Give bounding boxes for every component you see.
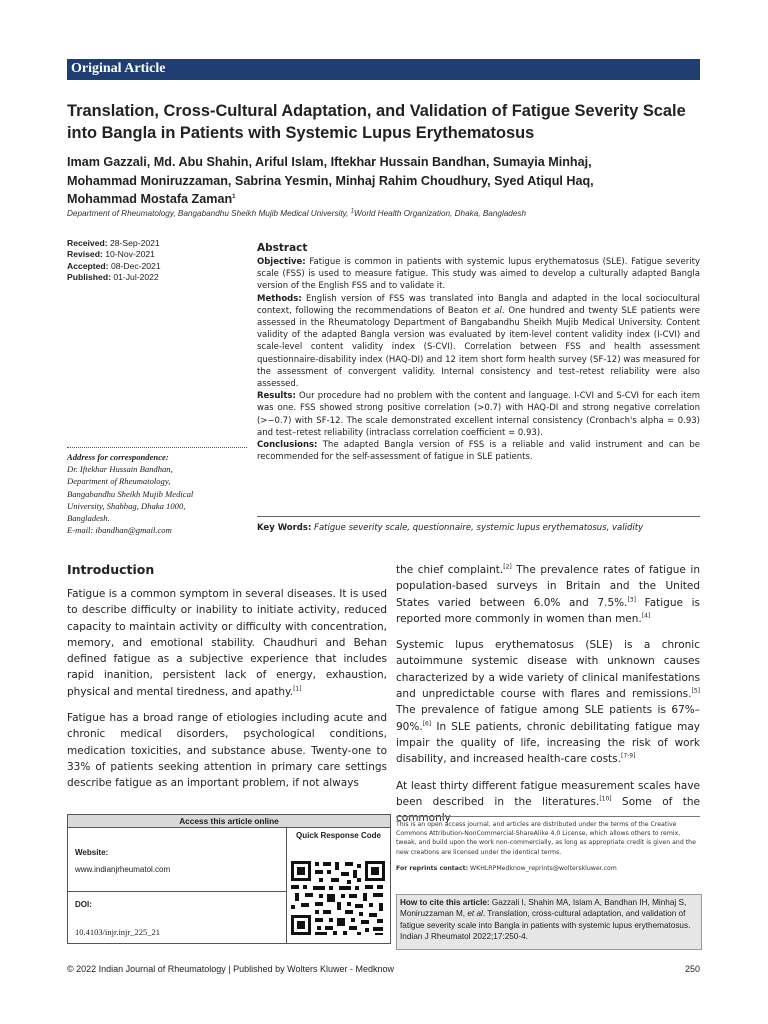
citation-label: How to cite this article: xyxy=(400,898,490,907)
citation-ref[interactable]: [4] xyxy=(641,612,651,620)
reprints-label: For reprints contact: xyxy=(396,864,469,872)
footer-copyright: © 2022 Indian Journal of Rheumatology | Published by Wolters Kluwer - Medknow xyxy=(67,964,394,974)
date-row xyxy=(67,261,257,272)
abstract-heading: Abstract xyxy=(257,242,308,254)
abstract-text: Our procedure had no problem with the content and language. I-CVI and S-CVI for each item was one. FSS showed strong positive correlation (>0.7) with HAQ-DI and strong negative correlation (>−0.7) with SF-12. The scale demonstrated excellent internal consistency (Cronbach's alpha = 0.93) and test–retest reliability (intraclass correlation coefficient = 0.93). xyxy=(257,391,700,438)
author-line xyxy=(67,190,707,209)
qr-label: Quick Response Code xyxy=(296,831,381,840)
correspondence-heading: Address for correspondence: xyxy=(67,452,169,462)
abstract-label: Conclusions: xyxy=(257,440,318,451)
citation-ref[interactable]: [5] xyxy=(691,687,700,695)
correspondence-email[interactable]: E-mail: ibandhan@gmail.com xyxy=(67,525,172,536)
date-row xyxy=(67,238,257,249)
open-access-notice xyxy=(396,816,700,873)
paragraph-text: The prevalence rates of fatigue in population-based surveys in Britain and the United States varied between 6.0% and 7.5%. xyxy=(396,564,700,609)
date-value: 01-Jul-2022 xyxy=(113,271,159,282)
abstract-text: . One hundred and twenty SLE patients were assessed in the Rheumatology Department of Bangabandhu Sheikh Mujib Medical University. Content validity of the adapted Bangla version was evaluated by item-level content validity index (I-CVI) and scale-level content validity index (S-CVI). Correlation between FSS and health assessment questionnaire-disability index (HAQ-DI) and 12 item short form health survey (SF-12) was measured for the assessment of convergent validity. Internal consistency and test–retest reliability were also assessed. xyxy=(257,305,700,390)
abstract-conclusions xyxy=(257,439,700,463)
doi-link[interactable]: 10.4103/injr.injr_225_21 xyxy=(75,927,160,937)
license-text: This is an open access journal, and articles are distributed under the terms of the Creative Commons Attribution-NonCommercial-ShareAlike 4.0 License, which allows others to remix, tweak, and build upon the work non-commercially, as long as appropriate credit is given and the new creations are licensed under the identical terms. xyxy=(396,821,696,856)
keywords-value: Fatigue severity scale, questionnaire, systemic lupus erythematosus, validity xyxy=(311,523,644,533)
date-value: 10-Nov-2021 xyxy=(105,249,155,260)
correspondence-line: Dr. Iftekhar Hussain Bandhan, xyxy=(67,464,173,475)
keywords xyxy=(257,516,700,534)
box-divider xyxy=(68,891,286,892)
correspondence-line: University, Shahbag, Dhaka 1000, xyxy=(67,500,186,511)
keywords-label: Key Words: xyxy=(257,523,312,533)
correspondence-line: Bangladesh. xyxy=(67,513,110,524)
reprints-contact xyxy=(396,864,700,873)
citation-ref[interactable]: [2] xyxy=(503,563,512,571)
correspondence-address xyxy=(67,447,247,536)
intro-paragraph xyxy=(396,562,700,627)
abstract xyxy=(257,241,700,463)
citation-text: . Translation, cross-cultural adaptation, and validation of fatigue severity scale into Bangla in patients with systemic lupus erythematosus. Indian J Rheumatol 2022;17:250-4. xyxy=(400,909,691,941)
citation-ref[interactable]: [3] xyxy=(627,596,636,604)
intro-paragraph xyxy=(396,637,700,767)
citation-text: Gazzali I, Shahin MA, Islam A, Bandhan IH, Minhaj S, Moniruzzaman M, xyxy=(400,898,687,919)
citation-etal: et al xyxy=(467,909,483,919)
paragraph-text: Fatigue is a common symptom in several diseases. It is used to describe difficulty or inability to initiate activity, reduced capacity to maintain activity or difficulty with concentration, memory, and emotional stability. Chaudhuri and Behan defined fatigue as a subjective experience that includes rapid inanition, persistent lack of energy, exhaustion, physical and mental tiredness, and apathy. xyxy=(67,588,387,698)
affiliation xyxy=(67,208,707,220)
abstract-label: Objective: xyxy=(257,257,306,267)
intro-paragraph xyxy=(67,586,387,700)
page-footer xyxy=(67,963,700,975)
date-value: 28-Sep-2021 xyxy=(110,238,160,248)
intro-heading: Introduction xyxy=(67,562,155,577)
date-row xyxy=(67,272,257,283)
website-label: Website: xyxy=(75,848,109,857)
paragraph-text: Systemic lupus erythematosus (SLE) is a chronic autoimmune systemic disease with unknown causes characterized by a wide variety of clinical manifestations and unpredictable course with flares and remissions. xyxy=(396,639,700,701)
intro-right-column xyxy=(396,562,700,836)
abstract-text: English version of FSS was translated into Bangla and adapted in the local sociocultural context, following the recommendations of Beaton xyxy=(257,293,700,316)
abstract-text: The adapted Bangla version of FSS is a reliable and valid instrument and can be recommended for the self-assessment of fatigue in SLE patients. xyxy=(257,440,700,463)
citation-ref[interactable]: [6] xyxy=(422,720,432,728)
citation-ref[interactable]: [10] xyxy=(599,795,612,803)
abstract-etal: et al xyxy=(481,305,502,316)
paragraph-text: Fatigue is reported more commonly in women than men. xyxy=(396,596,700,625)
website-link[interactable]: www.indianjrheumatol.com xyxy=(75,865,171,874)
date-label: Received: xyxy=(67,238,108,248)
intro-left-column xyxy=(67,562,387,802)
paragraph-text: the chief complaint. xyxy=(396,564,504,576)
abstract-results xyxy=(257,390,700,439)
qr-code-icon[interactable] xyxy=(289,859,387,937)
abstract-label: Results: xyxy=(257,391,296,402)
paragraph-text: At least thirty different fatigue measurement scales have been described in the literatures. xyxy=(396,779,700,808)
author-line: Imam Gazzali, Md. Abu Shahin, Ariful Islam, Iftekhar Hussain Bandhan, Sumayia Minhaj, xyxy=(67,155,592,169)
intro-paragraph: Fatigue has a broad range of etiologies including acute and chronic medical disorders, psychological conditions, medication toxicities, and substance abuse. Twenty-one to 33% of patients seeking attention in primary care settings describe fatigue as an important problem, if not always xyxy=(67,712,387,790)
abstract-methods xyxy=(257,293,700,391)
affiliation-text: World Health Organization, Dhaka, Bangladesh xyxy=(354,209,527,218)
date-value: 08-Dec-2021 xyxy=(110,260,161,271)
author-affiliation-mark: 1 xyxy=(232,193,236,200)
paragraph-text: In SLE patients, chronic debilitating fatigue may impair the quality of life, increasing the risk of work disability, and increased health-care costs. xyxy=(396,720,700,766)
affiliation-text: Department of Rheumatology, Bangabandhu Sheikh Mujib Medical University, xyxy=(67,209,351,218)
reprints-email[interactable]: WKHLRPMedknow_reprints@wolterskluwer.com xyxy=(468,864,617,872)
date-label: Accepted: xyxy=(67,260,109,271)
section-banner xyxy=(67,59,700,80)
access-online-box xyxy=(67,814,391,944)
abstract-objective xyxy=(257,256,700,293)
citation-box xyxy=(396,894,702,950)
citation-ref[interactable]: [7-9] xyxy=(620,752,636,760)
citation-ref[interactable]: [1] xyxy=(293,685,302,693)
date-label: Published: xyxy=(67,271,111,282)
author-line: Mohammad Moniruzzaman, Sabrina Yesmin, Minhaj Rahim Choudhury, Syed Atiqul Haq, xyxy=(67,173,594,188)
doi-label: DOI: xyxy=(75,900,92,909)
abstract-text: Fatigue is common in patients with systemic lupus erythematosus (SLE). Fatigue severity scale (FSS) is used to measure fatigue. This study was aimed to develop a culturally adapted Bangla version of the English FSS and to validate it. xyxy=(257,257,700,292)
correspondence-line: Department of Rheumatology, xyxy=(67,476,171,487)
date-label: Revised: xyxy=(67,249,103,260)
paragraph-text: The prevalence of fatigue among SLE patients is 67%–90%. xyxy=(396,704,700,733)
author-line-text: Mohammad Mostafa Zaman xyxy=(67,192,233,206)
article-title: Translation, Cross-Cultural Adaptation, and Validation of Fatigue Severity Scale into Bangla in Patients with Systemic Lupus Erythematosus xyxy=(67,102,686,142)
author-list xyxy=(67,153,707,209)
abstract-label: Methods: xyxy=(257,293,302,304)
affiliation-mark: 1 xyxy=(350,208,355,215)
correspondence-line: Bangabandhu Sheikh Mujib Medical xyxy=(67,488,194,499)
article-dates xyxy=(67,238,257,283)
page-number: 250 xyxy=(684,964,700,974)
access-box-header: Access this article online xyxy=(68,815,390,828)
date-row xyxy=(67,249,257,260)
section-label: Original Article xyxy=(71,61,166,76)
paragraph-text: Some of the commonly xyxy=(396,795,700,825)
box-divider xyxy=(286,828,287,943)
